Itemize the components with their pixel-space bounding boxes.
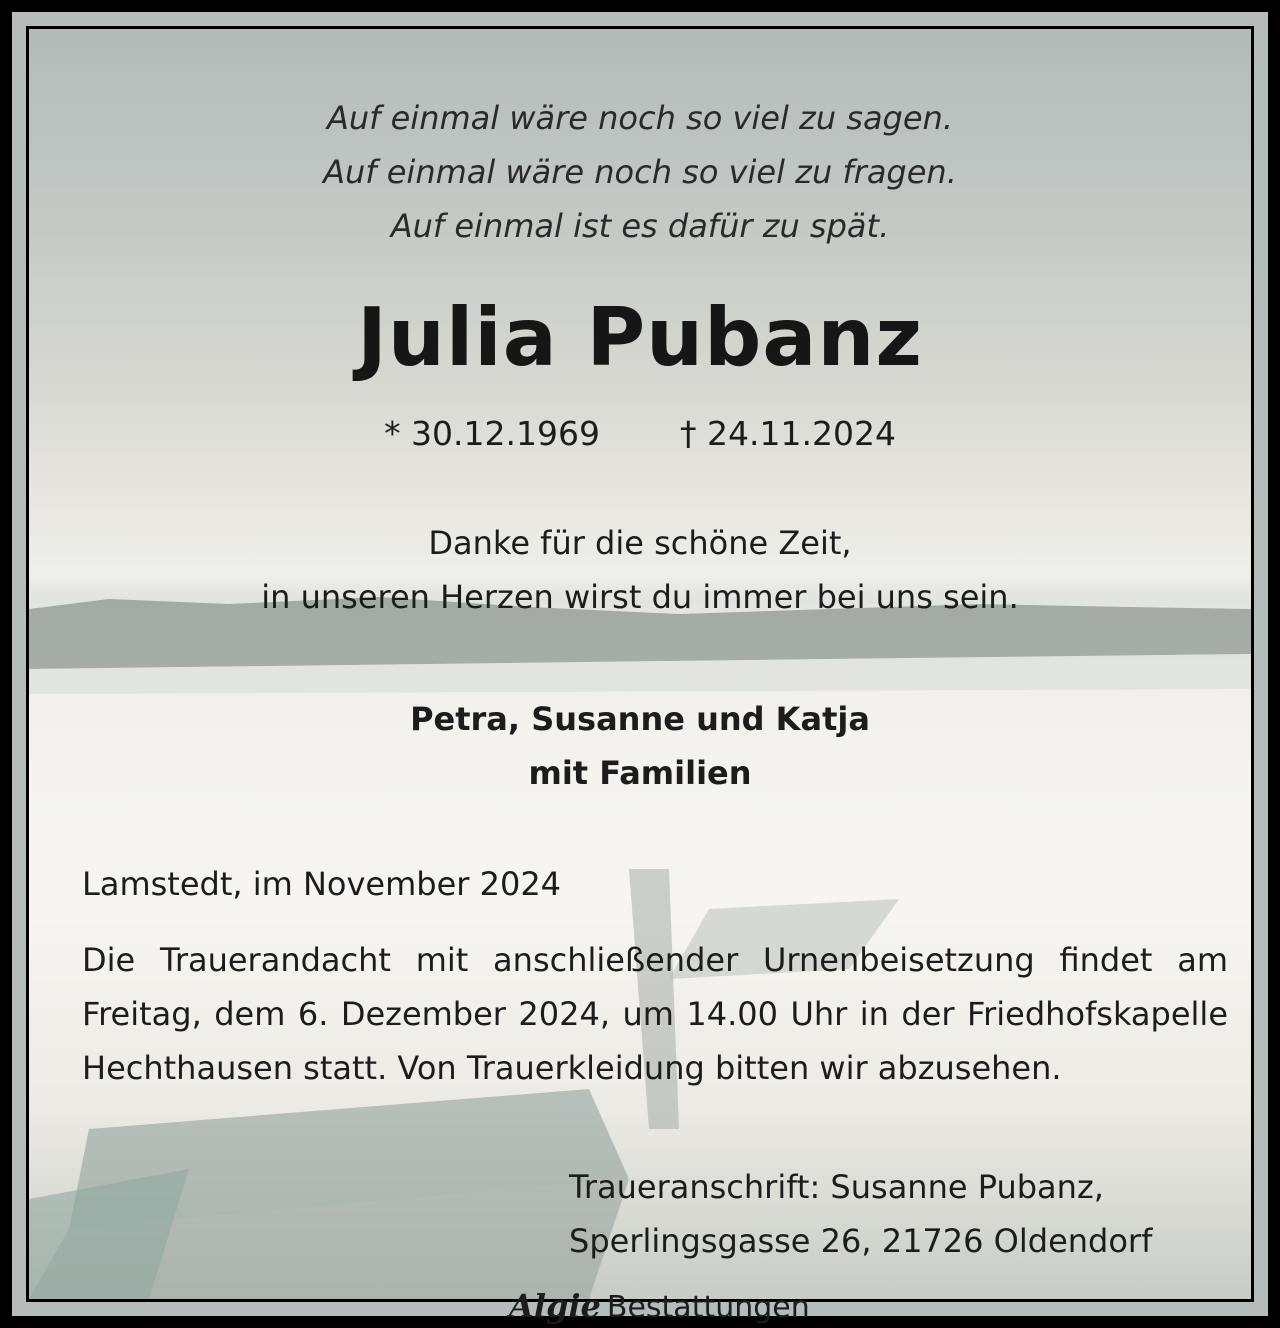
mourning-address [569, 1160, 1152, 1268]
life-dates [29, 414, 1251, 453]
thanks-line: Danke für die schöne Zeit, [428, 524, 852, 562]
service-text: Die Trauerandacht mit anschließender Urnenbeisetzung findet am Freitag, dem 6. Dezember 2024, um 14.00 Uhr in der Friedhofskapelle Hechthausen statt. Von Trauerkleidung bitten wir abzusehen. [82, 941, 1228, 1087]
thanks-text [29, 516, 1251, 624]
obituary-notice [26, 26, 1254, 1325]
mourners-line: Petra, Susanne und Katja [410, 700, 870, 738]
thanks-line: in unseren Herzen wirst du immer bei uns sein. [261, 578, 1019, 616]
quote-line: Auf einmal wäre noch so viel zu sagen. [327, 99, 953, 137]
birth-date: * 30.12.1969 [384, 414, 600, 453]
mourners [29, 692, 1251, 800]
funeral-home-logo [509, 1287, 810, 1325]
deceased-name: Julia Pubanz [357, 291, 923, 384]
quote [29, 91, 1251, 253]
funeral-home-brand: Algie [509, 1287, 601, 1325]
address-line: Sperlingsgasse 26, 21726 Oldendorf [569, 1222, 1153, 1260]
funeral-home-label: Bestattungen [606, 1290, 810, 1325]
place-date: Lamstedt, im November 2024 [82, 865, 562, 903]
notice-frame [12, 12, 1268, 1325]
address-line: Traueranschrift: Susanne Pubanz, [569, 1168, 1104, 1206]
mourners-line: mit Familien [528, 754, 752, 792]
death-date: † 24.11.2024 [680, 414, 896, 453]
quote-line: Auf einmal wäre noch so viel zu fragen. [323, 153, 957, 191]
quote-line: Auf einmal ist es dafür zu spät. [390, 207, 890, 245]
